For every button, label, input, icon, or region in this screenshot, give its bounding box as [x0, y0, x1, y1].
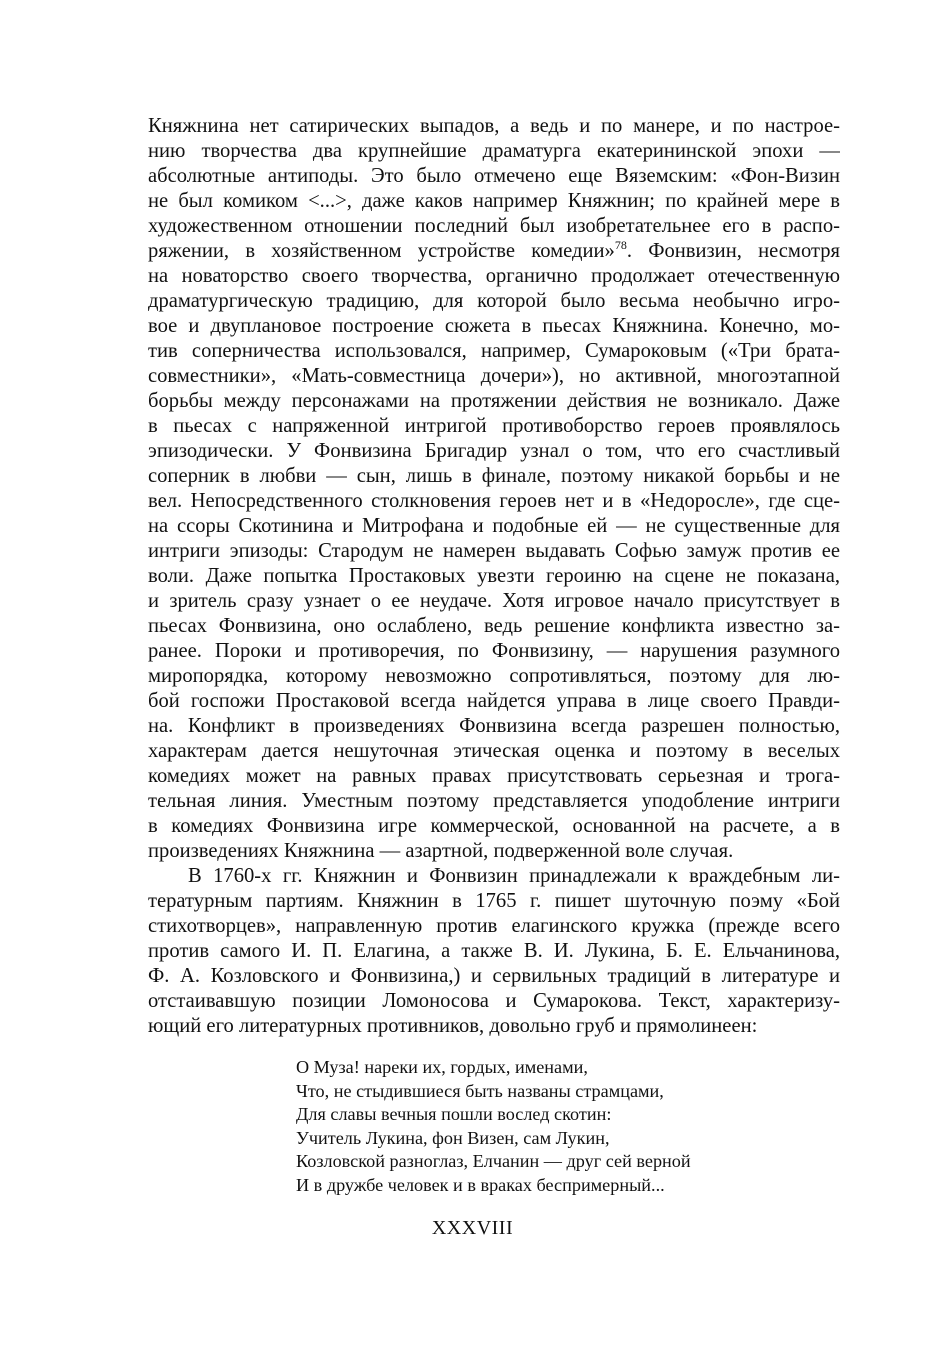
text-line: пьесах Фонвизина, оно ослаблено, ведь решение конфликта известно за- — [148, 615, 840, 637]
text-line-part: . Фонвизин, несмотря — [626, 240, 840, 262]
text-line: на. Конфликт в произведениях Фонвизина всегда разрешен полностью, — [148, 715, 840, 737]
text-line: тельная линия. Уместным поэтому представляется уподобление интриги — [148, 790, 840, 812]
text-line-part: ряжении, в хозяйственном устройстве комедии» — [148, 240, 615, 262]
text-line: на новаторство своего творчества, органично продолжает отечественную — [148, 265, 840, 287]
text-line: ранее. Пороки и противоречия, по Фонвизину, — нарушения разумного — [148, 640, 840, 662]
text-line: тив соперничества использовался, например, Сумароковым («Три брата- — [148, 340, 840, 362]
text-line: в пьесах с напряженной интригой противоборство героев проявлялось — [148, 415, 840, 437]
text-line: ющий его литературных противников, довольно груб и прямолинеен: — [148, 1015, 758, 1037]
page-number: XXXVIII — [431, 1217, 514, 1239]
text-line: вел. Непосредственного столкновения героев нет и в «Недоросле», где сце- — [148, 490, 840, 512]
footnote-reference[interactable]: 78 — [614, 239, 627, 253]
text-line: и зритель сразу узнает о ее неудаче. Хотя игровое начало присутствует в — [148, 590, 840, 612]
poem-line: Учитель Лукина, фон Визен, сам Лукин, — [296, 1127, 610, 1148]
text-line: произведениях Княжнина — азартной, подверженной воле случая. — [148, 840, 734, 862]
text-line: в комедиях Фонвизина игре коммерческой, основанной на расчете, а в — [148, 815, 840, 837]
text-line: стихотворцев», направленную против елагинского кружка (прежде всего — [148, 915, 840, 937]
text-line: характерам дается нешуточная этическая оценка и поэтому в веселых — [148, 740, 840, 762]
text-line-with-footnote — [148, 239, 840, 264]
text-line: воли. Даже попытка Простаковых увезти героиню на сцене не показана, — [148, 565, 840, 587]
text-line: вое и двуплановое построение сюжета в пьесах Княжнина. Конечно, мо- — [148, 315, 840, 337]
paragraph-first-line: В 1760-х гг. Княжнин и Фонвизин принадлежали к враждебным ли- — [188, 865, 840, 887]
text-line: совместники», «Мать-совместница дочери»), но активной, многоэтапной — [148, 365, 840, 387]
text-line: борьбы между персонажами на протяжении действия не возникало. Даже — [148, 390, 840, 412]
text-line: Ф. А. Козловского и Фонвизина,) и сервильных традиций в литературе и — [148, 965, 840, 987]
poem-line: Что, не стыдившиеся быть названы страмцами, — [296, 1080, 664, 1101]
text-line: на ссоры Скотинина и Митрофана и подобные ей — не существенные для — [148, 515, 840, 537]
body-text — [148, 114, 840, 1039]
poem-line: О Муза! нареки их, гордых, именами, — [296, 1057, 588, 1077]
text-line: тературным партиям. Княжнин в 1765 г. пишет шуточную поэму «Бой — [148, 890, 840, 912]
text-line: отстаивавшую позиции Ломоносова и Сумарокова. Текст, характеризу- — [148, 990, 840, 1012]
text-line: эпизодически. У Фонвизина Бригадир узнал о том, что его счастливый — [148, 440, 840, 462]
text-line: нию творчества два крупнейшие драматурга екатерининской эпохи — — [148, 140, 840, 162]
text-line: соперник в любви — сын, лишь в финале, поэтому никакой борьбы и не — [148, 465, 840, 487]
text-line: драматургическую традицию, для которой было весьма необычно игро- — [148, 290, 840, 312]
poem-quotation — [296, 1056, 756, 1198]
text-line: Княжнина нет сатирических выпадов, а ведь и по манере, и по настрое- — [148, 115, 840, 137]
poem-line: Для славы вечныя пошли вослед скотин: — [296, 1104, 612, 1125]
text-line: миропорядка, которому невозможно сопротивляться, поэтому для лю- — [148, 665, 840, 687]
text-line: абсолютные антиподы. Это было отмечено еще Вяземским: «Фон-Визин — [148, 165, 840, 187]
poem-line: И в дружбе человек и в враках беспримерный... — [296, 1174, 665, 1195]
poem-line: Козловской разноглаз, Елчанин — друг сей верной — [296, 1151, 691, 1172]
text-line: комедиях может на равных правах присутствовать серьезная и трога- — [148, 765, 840, 787]
text-line: не был комиком <...>, даже каков например Княжнин; по крайней мере в — [148, 190, 840, 212]
text-line: интриги эпизоды: Стародум не намерен выдавать Софью замуж против ее — [148, 540, 840, 562]
text-line: бой госпожи Простаковой всегда найдется управа в лице своего Правди- — [148, 690, 840, 712]
text-line: художественном отношении последний был изобретательнее его в распо- — [148, 215, 840, 237]
text-line: против самого И. П. Елагина, а также В. И. Лукина, Б. Е. Ельчанинова, — [148, 940, 840, 962]
